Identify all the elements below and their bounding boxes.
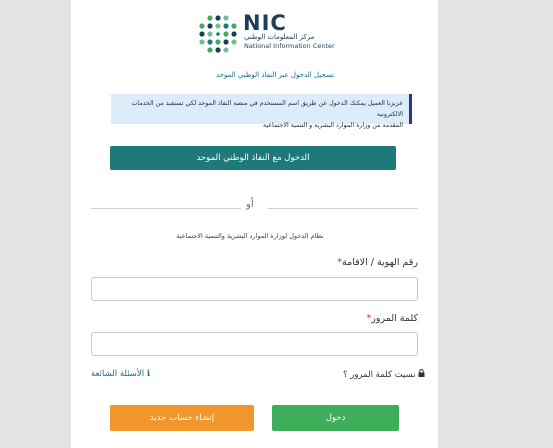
forgot-password-label: نسيت كلمة المرور ؟	[343, 370, 416, 380]
faq-link[interactable]	[91, 369, 150, 379]
logo-dot	[231, 39, 236, 44]
notice-box	[111, 94, 412, 129]
forgot-password-link[interactable]	[343, 369, 425, 380]
notice-line-2: المقدمة من وزارة الموارد البشرية و التنمية الاجتماعية	[263, 122, 403, 129]
logo-dot	[199, 23, 204, 28]
logo-dot	[199, 39, 204, 44]
sso-login-button[interactable]: الدخول مع النفاذ الوطني الموحد	[110, 146, 396, 170]
logo-arabic-name: مركز المعلومات الوطني	[244, 33, 315, 41]
logo-dot	[223, 23, 228, 28]
id-field-label	[337, 257, 418, 268]
logo-dot	[215, 23, 220, 28]
sso-heading: تسجيل الدخول عبر النفاذ الوطني الموحد	[215, 71, 335, 79]
login-button[interactable]: دخول	[272, 405, 399, 431]
logo-dot	[231, 31, 236, 36]
password-input[interactable]	[91, 332, 418, 356]
logo-dot	[207, 47, 212, 52]
lock-icon	[418, 370, 425, 380]
logo-dot	[215, 15, 220, 20]
logo-mark: NIC	[243, 11, 287, 35]
login-card	[71, 0, 438, 448]
logo-dot	[223, 47, 228, 52]
logo-dot	[207, 39, 212, 44]
logo-english-name: National Information Center	[244, 42, 335, 50]
logo-dot	[223, 31, 228, 36]
logo-dot	[199, 31, 204, 36]
logo-dot	[223, 15, 228, 20]
register-button[interactable]: إنشاء حساب جديد	[110, 405, 254, 431]
divider-right	[268, 208, 418, 209]
notice-line-1: عزيزنا العميل يمكنك الدخول عن طريق اسم المستخدم في منصة النفاذ الموحد لكي تستفيد من الخدمات الالكترونية	[131, 100, 403, 118]
logo-dot	[207, 23, 212, 28]
password-field-label	[367, 313, 418, 324]
password-label-text: كلمة المرور	[371, 313, 418, 324]
id-number-input[interactable]	[91, 277, 418, 301]
info-icon: ℹ	[146, 369, 151, 379]
logo-dot	[215, 47, 220, 52]
logo-dot	[207, 31, 212, 36]
mol-login-caption: نظام الدخول لوزارة الموارد البشرية والتنمية الاجتماعية	[176, 232, 324, 240]
divider-left	[91, 208, 241, 209]
faq-label: الأسئلة الشائعة	[91, 369, 145, 379]
logo-dot	[207, 15, 212, 20]
logo-dot	[216, 32, 220, 36]
logo-dot	[231, 23, 236, 28]
or-separator: أو	[246, 199, 254, 210]
id-label-text: رقم الهوية / الاقامة	[342, 257, 418, 268]
required-mark: *	[337, 257, 343, 268]
nic-logo-icon	[197, 14, 239, 54]
logo-dot	[215, 39, 220, 44]
required-mark: *	[366, 313, 372, 324]
logo-dot	[223, 39, 228, 44]
